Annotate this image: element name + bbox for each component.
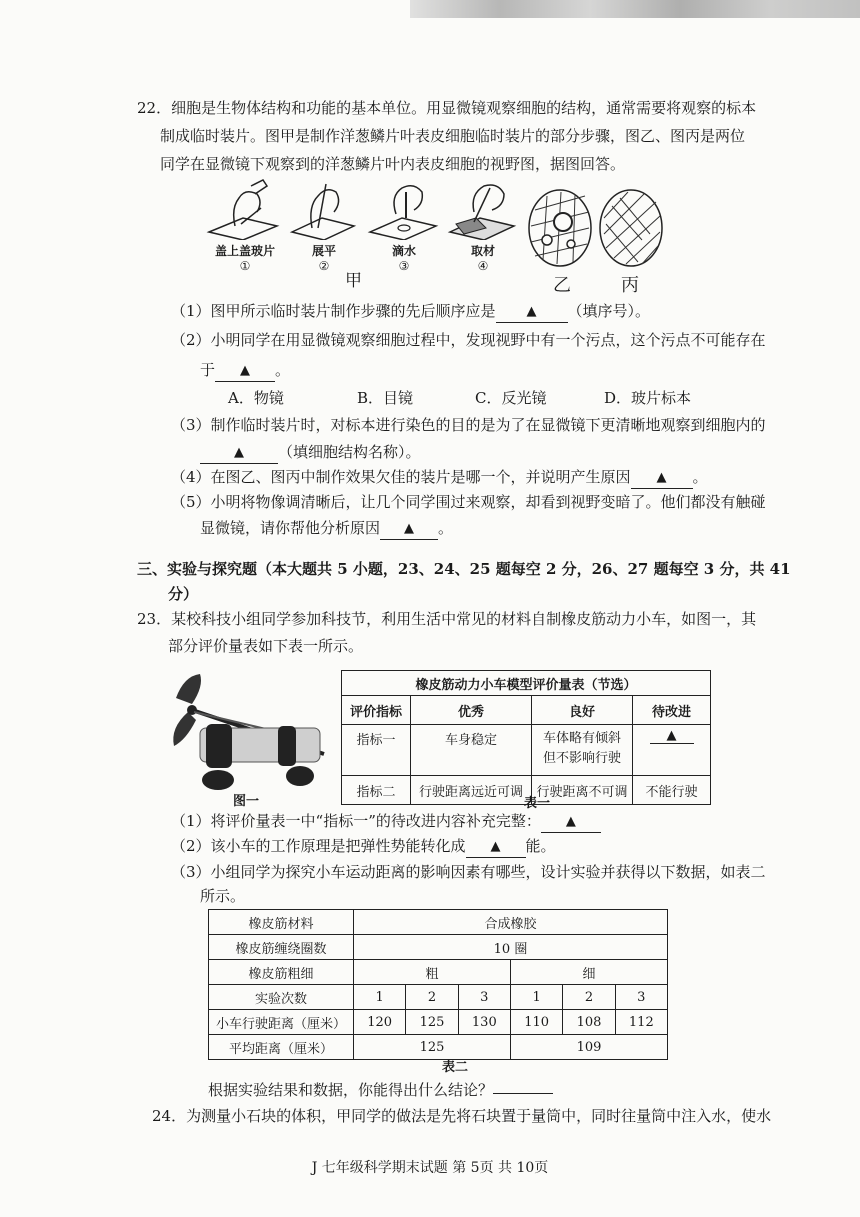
table2-label: 小车行驶距离（厘米） <box>209 1010 354 1035</box>
table2-cell: 1 <box>510 985 562 1010</box>
table2-label: 平均距离（厘米） <box>209 1035 354 1060</box>
table2-cell: 10 圈 <box>354 935 668 960</box>
table1-header: 优秀 <box>411 696 532 725</box>
q22-intro-line1: 22．细胞是生物体结构和功能的基本单位。用显微镜观察细胞的结构，通常需要将观察的标本 <box>137 99 757 117</box>
hand-flatten-icon <box>288 178 360 240</box>
table1-header: 待改进 <box>633 696 711 725</box>
step-label: 展平 <box>311 244 336 258</box>
table2-cell: 120 <box>354 1010 406 1035</box>
step-cover-slip <box>205 178 285 273</box>
table2-cell: 108 <box>563 1010 615 1035</box>
table1-caption: 表一 <box>524 796 551 811</box>
table1-cell: 车身稳定 <box>411 725 532 776</box>
q23-intro-line2: 部分评价量表如下表一所示。 <box>168 637 364 655</box>
hand-dropper-icon <box>366 178 442 240</box>
answer-blank[interactable]: ▲ <box>631 466 693 489</box>
fig-jia-label: 甲 <box>345 271 362 291</box>
option-a: A．物镜 <box>228 389 284 407</box>
answer-blank[interactable]: ▲ <box>496 300 568 323</box>
q23-sub3-line1: （3）小组同学为探究小车运动距离的影响因素有哪些，设计实验并获得以下数据，如表二 <box>171 863 766 881</box>
option-d: D．玻片标本 <box>604 389 692 407</box>
fig-bing-label: 丙 <box>621 275 639 296</box>
table2-label: 橡皮筋粗细 <box>209 960 354 985</box>
answer-blank[interactable]: ▲ <box>541 810 601 833</box>
q23-sub3-line2: 所示。 <box>200 887 246 905</box>
fig-yi-label: 乙 <box>553 275 571 296</box>
fig1-caption: 图一 <box>233 794 260 809</box>
table2-cell: 3 <box>615 985 667 1010</box>
table2-caption: 表二 <box>442 1060 469 1075</box>
microscope-view-yi-icon <box>527 188 593 268</box>
table1-cell: 指标二 <box>342 776 411 805</box>
table1-cell <box>633 725 711 776</box>
step-number: ③ <box>398 259 410 273</box>
step-label: 滴水 <box>391 244 416 258</box>
hand-cover-slip-icon <box>205 178 285 240</box>
hand-tweezers-icon <box>446 178 520 240</box>
step-drop-water <box>366 178 442 273</box>
microscope-view-bing-icon <box>598 188 664 268</box>
q24-line1: 24．为测量小石块的体积，甲同学的做法是先将石块置于量筒中，同时往量筒中注入水，使水 <box>152 1107 772 1125</box>
table2-cell: 109 <box>510 1035 667 1060</box>
option-b: B．目镜 <box>357 389 414 407</box>
rubber-band-car-icon <box>160 668 332 796</box>
answer-blank[interactable] <box>493 1093 553 1094</box>
table2-label: 实验次数 <box>209 985 354 1010</box>
q22-sub5-line2: 显微镜，请你帮他分析原因 ▲ 。 <box>200 518 453 541</box>
table1-cell: 行驶距离不可调 <box>532 776 633 805</box>
table2-cell: 合成橡胶 <box>354 910 668 935</box>
step-flatten <box>288 178 360 273</box>
step-number: ① <box>239 259 251 273</box>
step-number: ② <box>318 259 330 273</box>
answer-blank[interactable]: ▲ <box>215 359 275 382</box>
table2-cell: 3 <box>458 985 510 1010</box>
q23-conclusion: 根据实验结果和数据，你能得出什么结论？ <box>208 1080 553 1100</box>
q22-intro-line3: 同学在显微镜下观察到的洋葱鳞片叶内表皮细胞的视野图，据图回答。 <box>160 155 626 173</box>
table1-cell: 车体略有倾斜 但不影响行驶 <box>532 725 633 776</box>
q22-sub1: （1）图甲所示临时装片制作步骤的先后顺序应是 ▲ （填序号）。 <box>171 301 650 324</box>
section3-heading: 三、实验与探究题（本大题共 5 小题，23、24、25 题每空 2 分，26、27 题每空 3 分，共 41 <box>137 560 791 578</box>
table2-cell: 2 <box>563 985 615 1010</box>
answer-blank[interactable]: ▲ <box>200 441 278 464</box>
page-footer: J 七年级科学期末试题 第 5页 共 10页 <box>311 1160 549 1176</box>
evaluation-table <box>341 670 711 805</box>
table2-cell: 粗 <box>354 960 511 985</box>
table2-cell: 112 <box>615 1010 667 1035</box>
table2-label: 橡皮筋缠绕圈数 <box>209 935 354 960</box>
table1-cell: 不能行驶 <box>633 776 711 805</box>
table2-cell: 125 <box>406 1010 458 1035</box>
q22-sub2-line2: 于 ▲ 。 <box>200 360 290 383</box>
q22-sub3-line1: （3）制作临时装片时，对标本进行染色的目的是为了在显微镜下更清晰地观察到细胞内的 <box>171 416 766 434</box>
table1-cell: 指标一 <box>342 725 411 776</box>
scan-artifact-strip <box>410 0 860 18</box>
answer-blank[interactable]: ▲ <box>466 835 526 858</box>
option-c: C．反光镜 <box>475 389 547 407</box>
q22-sub5-line1: （5）小明将物像调清晰后，让几个同学围过来观察，却看到视野变暗了。他们都没有触碰 <box>171 493 766 511</box>
table2-label: 橡皮筋材料 <box>209 910 354 935</box>
table2-cell: 130 <box>458 1010 510 1035</box>
table2-cell: 细 <box>510 960 667 985</box>
table1-cell: 行驶距离远近可调 <box>411 776 532 805</box>
step-number: ④ <box>477 259 489 273</box>
q23-sub1: （1）将评价量表一中“指标一”的待改进内容补充完整： ▲ <box>171 811 601 834</box>
q23-intro-line1: 23．某校科技小组同学参加科技节，利用生活中常见的材料自制橡皮筋动力小车，如图一，其 <box>137 610 757 628</box>
q22-sub2-line1: （2）小明同学在用显微镜观察细胞过程中，发现视野中有一个污点，这个污点不可能存在 <box>171 331 766 349</box>
q23-sub2: （2）该小车的工作原理是把弹性势能转化成 ▲ 能。 <box>171 836 556 859</box>
section3-heading-cont: 分） <box>168 585 199 603</box>
step-take-sample <box>446 178 520 273</box>
step-label: 盖上盖玻片 <box>214 244 275 258</box>
answer-blank[interactable]: ▲ <box>650 728 694 744</box>
answer-blank[interactable]: ▲ <box>380 517 438 540</box>
table1-header: 良好 <box>532 696 633 725</box>
table1-header: 评价指标 <box>342 696 411 725</box>
step-label: 取材 <box>470 244 495 258</box>
q22-sub3-line2: ▲ （填细胞结构名称）。 <box>200 442 421 465</box>
table2-cell: 110 <box>510 1010 562 1035</box>
table2-cell: 1 <box>354 985 406 1010</box>
table1-title: 橡皮筋动力小车模型评价量表（节选） <box>342 671 711 696</box>
experiment-table <box>208 909 668 1060</box>
q22-intro-line2: 制成临时装片。图甲是制作洋葱鳞片叶表皮细胞临时装片的部分步骤，图乙、图丙是两位 <box>160 127 746 145</box>
table2-cell: 2 <box>406 985 458 1010</box>
table2-cell: 125 <box>354 1035 511 1060</box>
q22-sub4: （4）在图乙、图丙中制作效果欠佳的装片是哪一个，并说明产生原因 ▲ 。 <box>171 467 708 490</box>
